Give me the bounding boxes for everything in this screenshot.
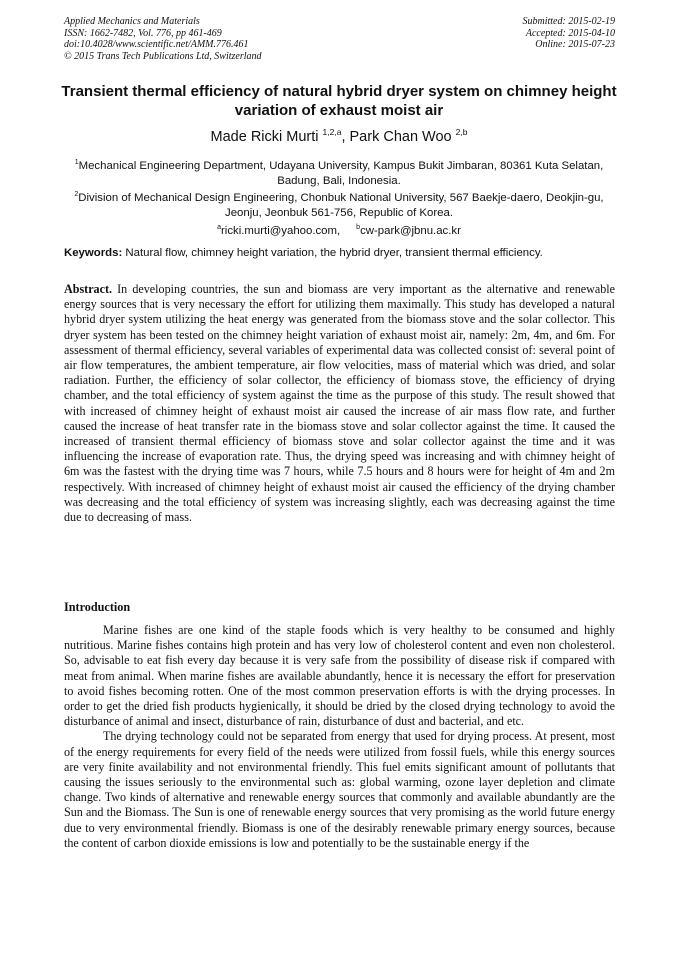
email-mark: b <box>356 223 361 231</box>
abstract-text: In developing countries, the sun and biomass are very important as the alternative and renewable energy sources that is very necessary the effort for utilizing them maximally. This study has developed a natural hybrid dryer system utilizing the heat energy was generated from the biomass stove and the solar collector. This dryer system has been tested on the chimney height variation of exhaust moist air, namely: 2m, 4m, and 6m. For assessment of thermal efficiency, several variables of experimental data was collected consist of: several point of air flow temperatures, the ambient temperature, air flow velocities, mass of material which was dried, and solar radiation. Further, the efficiency of solar collector, the efficiency of biomass stove, the efficiency of drying chamber, and the total efficiency of system against the time as the purpose of this study. The result showed that with increased of chimney height of exhaust moist air caused the increase of air mass flow rate, and further caused the increase of heat transfer rate in the biomass stove and solar collector against the time. It caused the increased of transient thermal efficiency of biomass stove and solar collector against the time and it was influencing the increase of evaporation rate. Thus, the drying speed was increasing and with chimney height of 6m was the fastest with the drying time was 7 hours, while 7.5 hours and 8 hours were for height of 4m and 2m respectively. With increased of chimney height of exhaust moist air caused the efficiency of the drying chamber was decreasing and the total efficiency of system was increasing slightly, each was decreasing against the time due to decreasing of mass. <box>64 282 615 525</box>
online-date: Online: 2015-07-23 <box>535 39 615 50</box>
paper-title: Transient thermal efficiency of natural hybrid dryer system on chimney height variation of exhaust moist air <box>61 83 617 119</box>
keywords-text: Natural flow, chimney height variation, the hybrid dryer, transient thermal efficiency. <box>125 247 543 259</box>
abstract-label: Abstract. <box>64 282 113 296</box>
section-heading: Introduction <box>64 600 131 614</box>
keywords <box>64 246 616 260</box>
author-line: Made Ricki Murti $^{1,2,a}$, Park Chan Woo $^{2,b}$ <box>210 127 468 145</box>
dates-header <box>523 16 616 51</box>
email-mark: a <box>217 223 221 231</box>
journal-info-header <box>64 16 262 62</box>
email-link[interactable]: ricki.murti@yahoo.com, <box>221 224 341 237</box>
issn-line: ISSN: 1662-7482, Vol. 776, pp 461-469 <box>64 27 222 39</box>
author-affiliation-mark: 1,2,a <box>322 127 342 137</box>
accepted-date: Accepted: 2015-04-10 <box>525 27 615 39</box>
affiliation-1: $^1$Mechanical Engineering Department, Udayana University, Kampus Bukit Jimbaran, 80361 Kuta Selatan, Badung, Bali, Indonesia. <box>74 159 604 187</box>
abstract <box>64 282 615 525</box>
copyright-line: © 2015 Trans Tech Publications Ltd, Switzerland <box>64 50 262 62</box>
paragraph: Marine fishes are one kind of the staple foods which is very healthy to be consumed and highly nutritious. Marine fishes contains high protein and has very low of cholesterol content and even non cholesterol. So, advisable to eat fish every day because it is very safe from the possibility of disease risk if compared with meat from animal. When marine fishes are available abundantly, hence it is necessary the effort for preservation to avoid fishes becoming rotten. One of the most common preservation efforts is with the drying processes. In order to get the dried fish products hygienically, it should be dried by the closed drying technology to avoid the disturbance of animal and insect, disturbance of rain, disturbance of dust and bacterial, and etc. <box>64 623 615 729</box>
affiliations <box>64 156 614 238</box>
keywords-label: Keywords: <box>64 247 123 259</box>
author-affiliation-mark: 2,b <box>455 127 468 137</box>
doi-line: doi:10.4028/www.scientific.net/AMM.776.461 <box>64 39 249 50</box>
introduction-body <box>64 623 615 851</box>
submitted-date: Submitted: 2015-02-19 <box>522 16 615 27</box>
author-name: Park Chan Woo <box>349 128 452 145</box>
author-name: Made Ricki Murti <box>210 128 319 145</box>
affiliation-2: $^2$Division of Mechanical Design Engineering, Chonbuk National University, 567 Baekje-daero, Deokjin-gu, Jeonju, Jeonbuk 561-756, Republic of Korea. <box>74 191 604 219</box>
journal-name: Applied Mechanics and Materials <box>64 16 200 27</box>
paragraph: The drying technology could not be separated from energy that used for drying process. At present, most of the energy requirements for every field of the needs were utilized from fossil fuels, while this energy sources are very finite availability and not environmental friendly. This fuel emits significant amount of pollutants that causing the issues seriously to the environmental such as: global warming, ozone layer depletion and climate change. Two kinds of alternative and renewable energy sources that commonly and available abundantly are the Sun and the Biomass. The Sun is one of renewable energy sources that very promising as the world future energy due to very environmental friendly. Biomass is one of the desirably renewable primary energy sources, because the content of carbon dioxide emissions is low and potentially to be the sustainable energy if the <box>64 729 615 850</box>
email-line <box>64 221 614 239</box>
email-link[interactable]: cw-park@jbnu.ac.kr <box>360 224 461 237</box>
